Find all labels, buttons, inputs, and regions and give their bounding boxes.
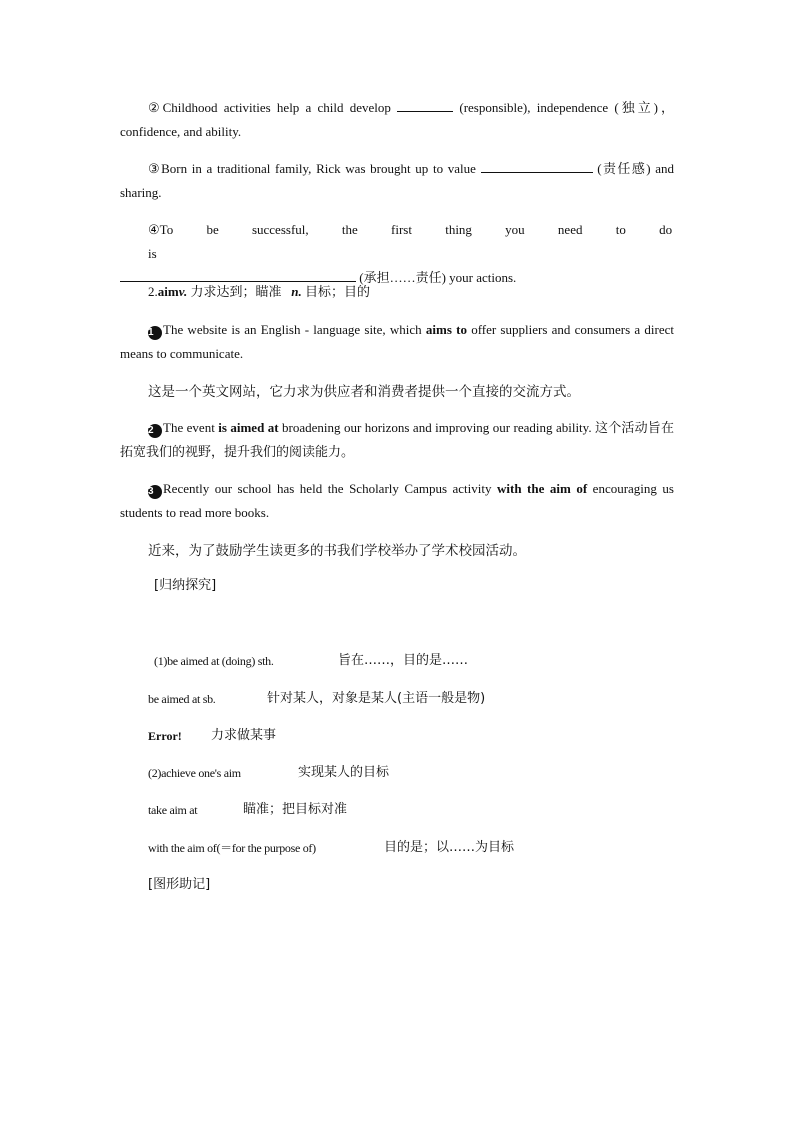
summary-meaning: 力求做某事 xyxy=(211,728,277,743)
exercise-2-text-before: Childhood activities help a child develop xyxy=(162,100,398,115)
example-text: The event xyxy=(163,420,219,435)
answer-blank[interactable] xyxy=(120,267,356,282)
entry-meaning-noun: 目标；目的 xyxy=(305,285,371,300)
example-1 xyxy=(120,318,674,366)
exercise-3-number: ③ xyxy=(148,161,162,176)
exercise-4 xyxy=(120,218,674,290)
key-phrase: aims to xyxy=(425,322,467,337)
exercise-4-prompt: To be successful, the first thing you need to do is xyxy=(148,222,673,261)
summary-heading: [归纳探究] xyxy=(154,578,217,593)
summary-meaning: 旨在……，目的是…… xyxy=(338,653,469,668)
entry-meaning-verb: 力求达到；瞄准 xyxy=(190,285,282,300)
vocab-entry-heading xyxy=(148,282,370,303)
example-2 xyxy=(120,416,674,464)
exercise-3-text-before: Born in a traditional family, Rick was brought up to value xyxy=(161,161,481,176)
summary-phrase: take aim at xyxy=(148,803,198,817)
exercise-3 xyxy=(120,157,674,205)
example-text: offer suppliers and consumers a direct means to communicate. xyxy=(120,322,674,361)
summary-meaning: 针对某人，对象是某人(主语一般是物) xyxy=(267,691,486,706)
entry-word: aim xyxy=(157,284,179,299)
exercise-4-line-1 xyxy=(120,218,674,266)
summary-meaning: 瞄准；把目标对准 xyxy=(243,802,348,817)
entry-pos-noun: n. xyxy=(291,284,302,299)
mnemonic-heading: [图形助记] xyxy=(148,877,211,892)
example-3-translation: 近来，为了鼓励学生读更多的书我们学校举办了学术校园活动。 xyxy=(148,543,526,559)
summary-phrase: be aimed at sb. xyxy=(148,692,216,706)
example-text: encouraging us students to read more books. xyxy=(120,481,674,520)
exercise-2 xyxy=(120,96,674,144)
summary-phrase: (2)achieve one's aim xyxy=(148,766,241,780)
number-badge-icon: 3 xyxy=(148,485,162,499)
example-text: Recently our school has held the Scholarly Campus activity xyxy=(163,481,497,496)
entry-number: 2. xyxy=(148,284,158,299)
number-badge-icon: 2 xyxy=(148,424,162,438)
key-phrase: with the aim of xyxy=(497,481,588,496)
exercise-4-text-before xyxy=(148,218,674,266)
key-phrase: is aimed at xyxy=(218,420,279,435)
answer-blank[interactable] xyxy=(481,158,593,173)
summary-phrase: (1)be aimed at (doing) sth. xyxy=(154,654,274,668)
entry-pos-verb: v. xyxy=(178,284,188,299)
example-text: broadening our horizons and improving our reading ability. 这个活动旨在拓宽我们的视野，提升我们的阅读能力。 xyxy=(120,420,674,459)
number-badge-icon: 1 xyxy=(148,326,162,340)
exercise-3-text-after: (责任感) and sharing. xyxy=(120,161,675,200)
exercise-2-number: ② xyxy=(148,100,163,115)
example-3 xyxy=(120,477,674,525)
summary-meaning: 目的是；以……为目标 xyxy=(384,840,515,855)
exercise-2-text-after: (responsible), independence (独立)，confidence, and ability. xyxy=(120,100,674,139)
example-text: The website is an English - language site, which xyxy=(163,322,426,337)
exercise-4-text-after: (承担……责任) your actions. xyxy=(356,270,517,285)
exercise-4-number: ④ xyxy=(148,222,160,237)
summary-phrase: with the aim of(＝for the purpose of) xyxy=(148,841,316,855)
summary-meaning: 实现某人的目标 xyxy=(298,765,390,780)
example-1-translation: 这是一个英文网站，它力求为供应者和消费者提供一个直接的交流方式。 xyxy=(148,384,580,400)
summary-phrase-error: Error! xyxy=(148,729,182,743)
answer-blank[interactable] xyxy=(397,97,453,112)
